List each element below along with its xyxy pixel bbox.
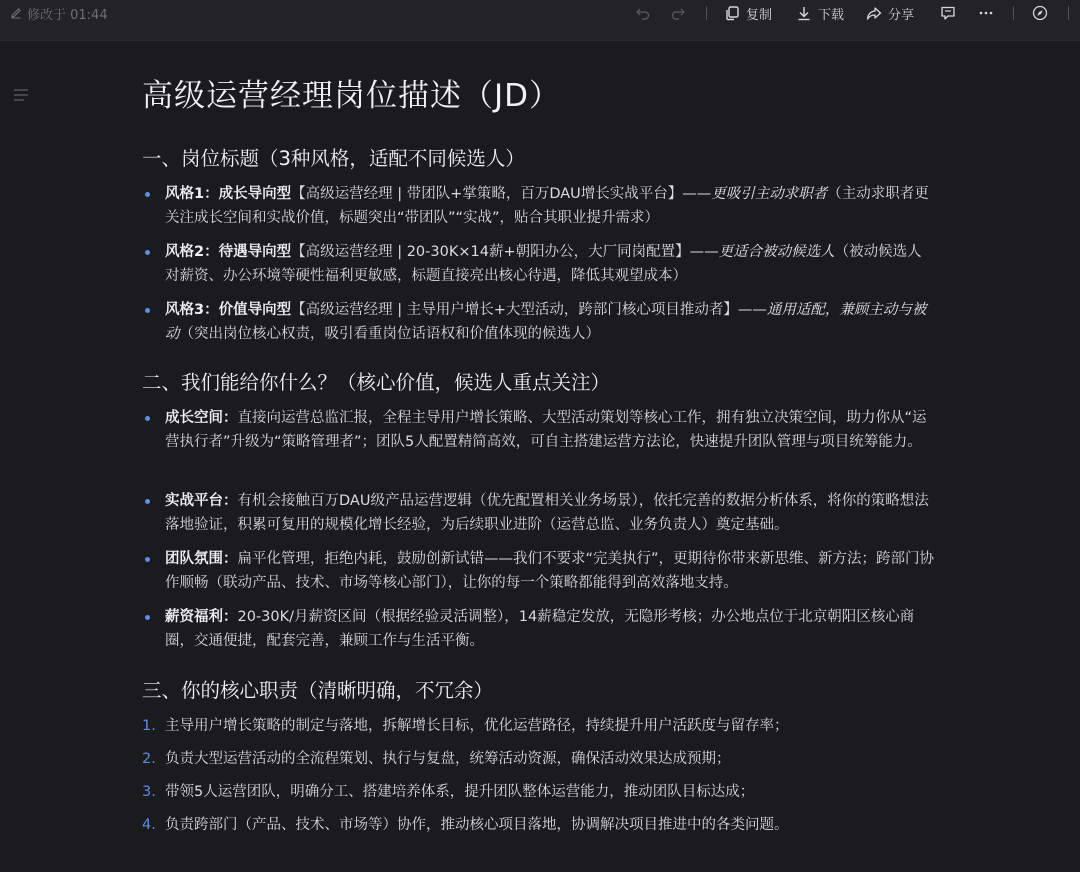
numbered-item: [142, 780, 935, 804]
copy-icon: [724, 5, 740, 21]
copy-label: 复制: [746, 7, 773, 23]
undo-icon: [635, 5, 651, 21]
top-toolbar: [0, 0, 1080, 41]
item-text: 扁平化管理，拒绝内耗，鼓励创新试错——我们不要求“完美执行”，更期待你带来新思维、新方法；跨部门协作顺畅（联动产品、技术、市场等核心部门），让你的每一个策略都能得到高效落地支持。: [165, 551, 935, 591]
list-item: [165, 605, 935, 653]
toolbar-divider: [1013, 6, 1014, 20]
item-text-after: （主动求职者更关注成长空间和实战价值，标题突出“带团队”“实战”，贴合其职业提升需求）: [165, 186, 929, 226]
toolbar-divider: [706, 6, 707, 20]
item-label: 团队氛围：: [165, 551, 238, 567]
bullet-dot: [145, 615, 150, 620]
share-icon: [866, 5, 882, 21]
share-button[interactable]: [866, 3, 914, 23]
outline-menu-icon: [12, 87, 30, 103]
redo-button[interactable]: [669, 4, 687, 22]
item-text: 有机会接触百万DAU级产品运营逻辑（优先配置相关业务场景），依托完善的数据分析体系，将你的策略想法落地验证，积累可复用的规模化增长经验，为后续职业进阶（运营总监、业务负责人）奠定基础。: [165, 493, 929, 533]
toolbar-divider: [1068, 6, 1069, 20]
comment-icon: [940, 5, 956, 21]
item-text: 【高级运营经理 | 带团队+掌策略，百万DAU增长实战平台】——: [291, 186, 712, 202]
outline-toggle-button[interactable]: [12, 87, 30, 103]
numbered-item: [142, 747, 935, 771]
item-text: 负责大型运营活动的全流程策划、执行与复盘，统筹活动资源，确保活动效果达成预期；: [165, 751, 731, 767]
list-item: [165, 298, 935, 346]
edit-time-label: 修改于 01:44: [27, 7, 108, 23]
list-item: [165, 406, 935, 454]
item-text: 直接向运营总监汇报，全程主导用户增长策略、大型活动策划等核心工作，拥有独立决策空间，助力你从“运营执行者”升级为“策略管理者”；团队5人配置精简高效，可自主搭建运营方法论，快速提升团队管理与项目统筹能力。: [165, 410, 927, 450]
list-item: [165, 547, 935, 595]
item-label: 风格1：成长导向型: [165, 186, 292, 202]
copy-button[interactable]: [724, 3, 772, 23]
list-item: [165, 489, 935, 537]
list-item: [165, 182, 935, 230]
item-label: 实战平台：: [165, 493, 238, 509]
bullet-dot: [145, 192, 150, 197]
bullet-dot: [145, 499, 150, 504]
bullet-dot: [145, 250, 150, 255]
explore-button[interactable]: [1031, 4, 1049, 22]
pencil-icon: [10, 7, 22, 19]
item-text: 主导用户增长策略的制定与落地，拆解增长目标，优化运营路径，持续提升用户活跃度与留存率；: [165, 718, 789, 734]
item-text-after: （突出岗位核心权责，吸引看重岗位话语权和价值体现的候选人）: [179, 326, 600, 342]
item-emphasis: 更吸引主动求职者: [711, 186, 828, 202]
share-label: 分享: [888, 7, 915, 23]
bullet-dot: [145, 416, 150, 421]
item-text: 【高级运营经理 | 主导用户增长+大型活动，跨部门核心项目推动者】——: [291, 302, 767, 318]
document-body: [142, 76, 942, 833]
redo-icon: [670, 5, 686, 21]
section-heading: 一、岗位标题（3种风格，适配不同候选人）: [142, 147, 525, 170]
document-title: 高级运营经理岗位描述（JD）: [142, 78, 562, 114]
bullet-dot: [145, 557, 150, 562]
item-text-after: （被动候选人对薪资、办公环境等硬性福利更敏感，标题直接亮出核心待遇，降低其观望成本）: [165, 244, 922, 284]
item-text: 【高级运营经理 | 20-30K×14薪+朝阳办公，大厂同岗配置】——: [291, 244, 719, 260]
item-text: 20-30K/月薪资区间（根据经验灵活调整），14薪稳定发放，无隐形考核；办公地点位于北京朝阳区核心商圈，交通便捷，配套完善，兼顾工作与生活平衡。: [165, 609, 915, 649]
download-icon: [796, 5, 812, 21]
item-label: 风格2：待遇导向型: [165, 244, 292, 260]
item-number: 4.: [142, 817, 156, 833]
comment-button[interactable]: [939, 4, 957, 22]
more-icon: [978, 5, 994, 21]
undo-button[interactable]: [634, 4, 652, 22]
item-text: 带领5人运营团队，明确分工、搭建培养体系，提升团队整体运营能力，推动团队目标达成；: [165, 784, 755, 800]
item-text: 负责跨部门（产品、技术、市场等）协作，推动核心项目落地，协调解决项目推进中的各类问题。: [165, 817, 789, 833]
item-emphasis: 更适合被动候选人: [718, 244, 835, 260]
item-number: 1.: [142, 718, 156, 734]
list-item: [165, 240, 935, 288]
item-label: 薪资福利：: [165, 609, 238, 625]
bullet-dot: [145, 308, 150, 313]
download-button[interactable]: [796, 3, 844, 23]
edit-status: [10, 4, 108, 22]
item-emphasis: 通用适配，兼顾主动与被动: [165, 302, 927, 342]
section-heading: 三、你的核心职责（清晰明确，不冗余）: [142, 679, 494, 702]
item-number: 2.: [142, 751, 156, 767]
numbered-item: [142, 714, 935, 738]
more-button[interactable]: [977, 4, 995, 22]
item-label: 成长空间：: [165, 410, 238, 426]
compass-icon: [1032, 5, 1048, 21]
section-heading: 二、我们能给你什么？（核心价值，候选人重点关注）: [142, 371, 611, 394]
item-number: 3.: [142, 784, 156, 800]
numbered-item: [142, 813, 935, 837]
item-label: 风格3：价值导向型: [165, 302, 292, 318]
download-label: 下载: [818, 7, 845, 23]
